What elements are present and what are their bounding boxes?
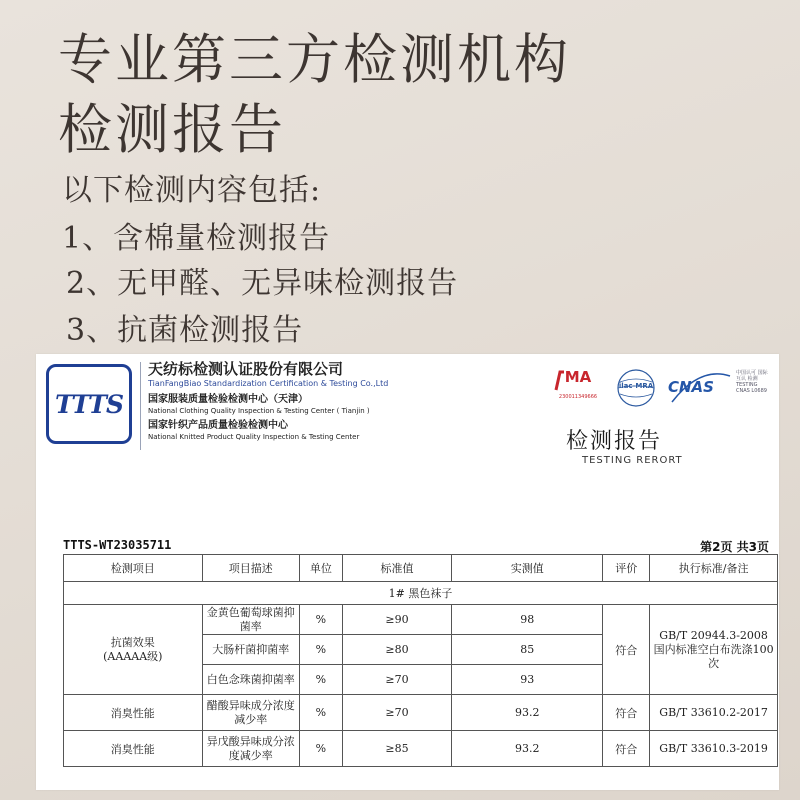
org-divider — [140, 362, 141, 450]
table-header-cell: 评价 — [603, 555, 650, 582]
sample-label: 1# 黑色袜子 — [64, 582, 778, 605]
table-cell: ≥85 — [342, 731, 451, 767]
table-cell: 符合 — [603, 695, 650, 731]
table-row — [64, 695, 778, 731]
table-cell: % — [299, 665, 342, 695]
table-cell: 93.2 — [452, 695, 603, 731]
org-info — [148, 360, 448, 442]
table-row — [64, 731, 778, 767]
table-cell: 85 — [452, 635, 603, 665]
table-cell: 符合 — [603, 731, 650, 767]
table-cell: 白色念珠菌抑菌率 — [202, 665, 299, 695]
table-cell: GB/T 33610.3-2019 — [650, 731, 778, 767]
table-cell: ≥70 — [342, 695, 451, 731]
cma-logo-number: 230011349666 — [558, 394, 598, 400]
intro-item: 2、无甲醛、无异味检测报告 — [66, 266, 459, 301]
report-title-cn: 检测报告 — [566, 429, 663, 454]
report-number: TTTS-WT23035711 — [63, 538, 172, 552]
antibacterial-evaluation: 符合 — [603, 605, 650, 695]
table-cell: GB/T 33610.2-2017 — [650, 695, 778, 731]
page-info: 第2页 共3页 — [700, 540, 769, 554]
table-cell: 93 — [452, 665, 603, 695]
cma-logo — [550, 368, 606, 406]
org-center1-en: National Clothing Quality Inspection & Testing Center ( Tianjin ) — [148, 407, 370, 415]
table-header-cell: 执行标准/备注 — [650, 555, 778, 582]
cnas-logo-text: CNAS — [668, 378, 714, 396]
table-header-cell: 项目描述 — [202, 555, 299, 582]
antibacterial-item-label: 抗菌效果 — [110, 635, 155, 649]
table-cell: 醋酸异味成分浓度减少率 — [202, 695, 299, 731]
table-header-row — [64, 555, 778, 582]
table-cell: 金黄色葡萄球菌抑菌率 — [202, 605, 299, 635]
table-header-cell: 实测值 — [452, 555, 603, 582]
antibacterial-method: GB/T 20944.3-2008 国内标准空白布洗涤100次 — [650, 605, 778, 695]
ilac-logo-text: ilac-MRA — [618, 382, 654, 390]
cnas-side-text: 中国认可 国际互认 检测 TESTING CNAS L0689 — [736, 370, 768, 394]
table-cell: % — [299, 635, 342, 665]
sample-row — [64, 582, 778, 605]
table-cell: 98 — [452, 605, 603, 635]
intro-item: 1、含棉量检测报告 — [62, 221, 331, 256]
table-cell: 93.2 — [452, 731, 603, 767]
headline-line-2: 检测报告 — [58, 98, 286, 161]
table-cell: 异戊酸异味成分浓度减少率 — [202, 731, 299, 767]
org-name-en: TianFangBiao Standardization Certification & Testing Co.,Ltd — [148, 379, 389, 388]
certification-logos — [550, 362, 770, 412]
ttts-logo-text: TTTS — [54, 389, 124, 419]
headline-line-1: 专业第三方检测机构 — [58, 28, 571, 91]
org-name-cn: 天纺标检测认证股份有限公司 — [148, 360, 344, 378]
antibacterial-grade: (AAAAA级) — [103, 649, 163, 663]
ttts-logo — [46, 364, 132, 444]
table-cell: 消臭性能 — [64, 695, 203, 731]
table-cell: % — [299, 605, 342, 635]
results-table — [63, 554, 778, 767]
table-cell: 大肠杆菌抑菌率 — [202, 635, 299, 665]
table-header-cell: 标准值 — [342, 555, 451, 582]
report-title-en: TESTING RERORT — [582, 455, 683, 466]
org-center1-cn: 国家服装质量检验检测中心（天津） — [148, 394, 308, 405]
intro-title: 以下检测内容包括: — [62, 173, 322, 208]
cma-logo-text: MA — [564, 368, 592, 386]
ilac-mra-logo — [610, 366, 662, 410]
cnas-logo — [668, 366, 768, 410]
table-cell: ≥90 — [342, 605, 451, 635]
table-cell: % — [299, 731, 342, 767]
table-cell: ≥70 — [342, 665, 451, 695]
table-cell: % — [299, 695, 342, 731]
table-cell: ≥80 — [342, 635, 451, 665]
table-row — [64, 605, 778, 635]
table-header-cell: 检测项目 — [64, 555, 203, 582]
test-report-document — [36, 354, 779, 790]
intro-item: 3、抗菌检测报告 — [66, 313, 304, 348]
table-header-cell: 单位 — [299, 555, 342, 582]
table-cell: 消臭性能 — [64, 731, 203, 767]
org-center2-cn: 国家针织产品质量检验检测中心 — [148, 420, 288, 431]
antibacterial-item-cell — [64, 605, 203, 695]
org-center2-en: National Knitted Product Quality Inspection & Testing Center — [148, 433, 360, 441]
